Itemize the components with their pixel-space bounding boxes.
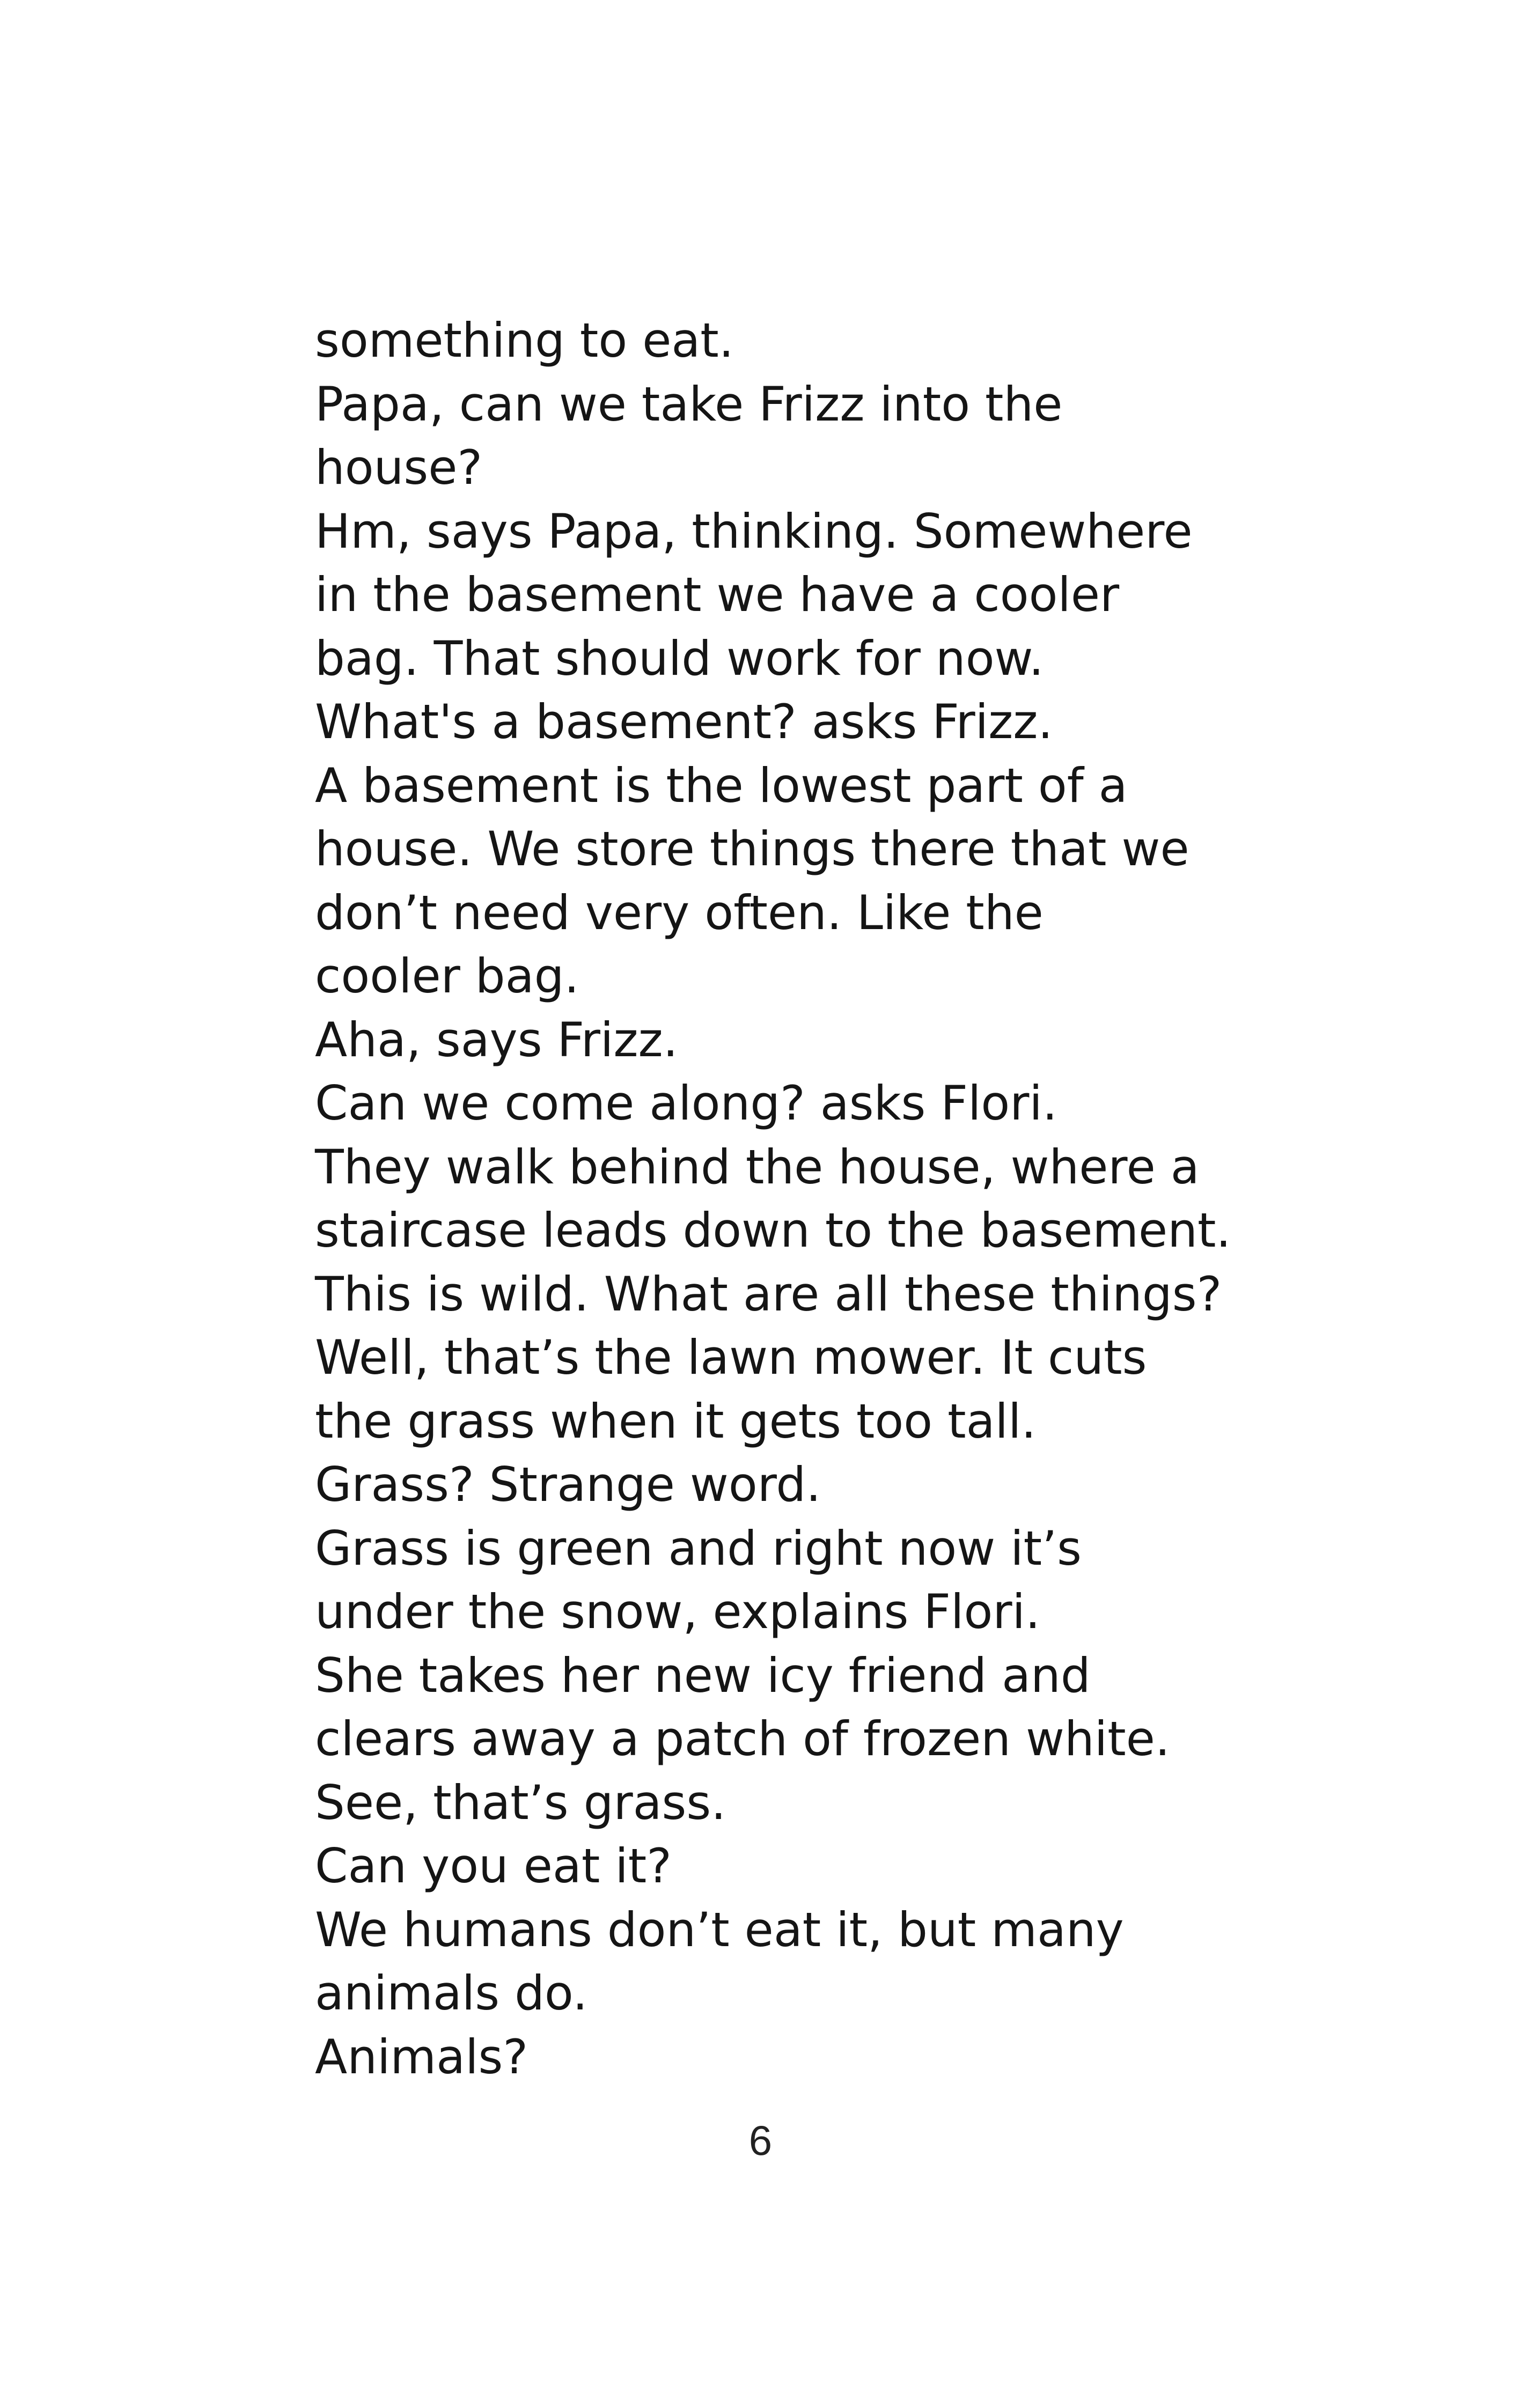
text-line: bag. That should work for now.	[315, 630, 1044, 686]
text-line: See, that’s grass.	[315, 1774, 726, 1830]
text-line: don’t need very often. Like the	[315, 885, 1044, 940]
page-number: 6	[748, 2117, 773, 2164]
text-line: Animals?	[315, 2029, 528, 2085]
text-line: We humans don’t eat it, but many	[315, 1902, 1124, 1957]
text-line: something to eat.	[315, 313, 734, 368]
text-line: Grass? Strange word.	[315, 1457, 821, 1512]
text-line: animals do.	[315, 1965, 588, 2021]
text-line: Can we come along? asks Flori.	[315, 1076, 1057, 1131]
text-line: under the snow, explains Flori.	[315, 1584, 1040, 1639]
text-line: Aha, says Frizz.	[315, 1012, 678, 1067]
text-line: This is wild. What are all these things?	[315, 1266, 1222, 1322]
text-line: What's a basement? asks Frizz.	[315, 694, 1053, 749]
text-line: clears away a patch of frozen white.	[315, 1711, 1170, 1766]
text-line: cooler bag.	[315, 948, 579, 1004]
text-line: house?	[315, 440, 483, 495]
text-line: Papa, can we take Frizz into the	[315, 376, 1063, 432]
text-line: Well, that’s the lawn mower. It cuts	[315, 1330, 1147, 1385]
text-line: staircase leads down to the basement.	[315, 1203, 1231, 1258]
text-line: the grass when it gets too tall.	[315, 1393, 1037, 1449]
text-line: A basement is the lowest part of a	[315, 757, 1128, 813]
text-line: Hm, says Papa, thinking. Somewhere	[315, 503, 1193, 559]
story-text	[315, 309, 1254, 2089]
text-line: She takes her new icy friend and	[315, 1647, 1091, 1703]
text-line: house. We store things there that we	[315, 821, 1189, 877]
text-line: Grass is green and right now it’s	[315, 1520, 1082, 1576]
text-line: They walk behind the house, where a	[315, 1139, 1200, 1195]
text-line: in the basement we have a cooler	[315, 567, 1120, 622]
text-line: Can you eat it?	[315, 1838, 672, 1894]
